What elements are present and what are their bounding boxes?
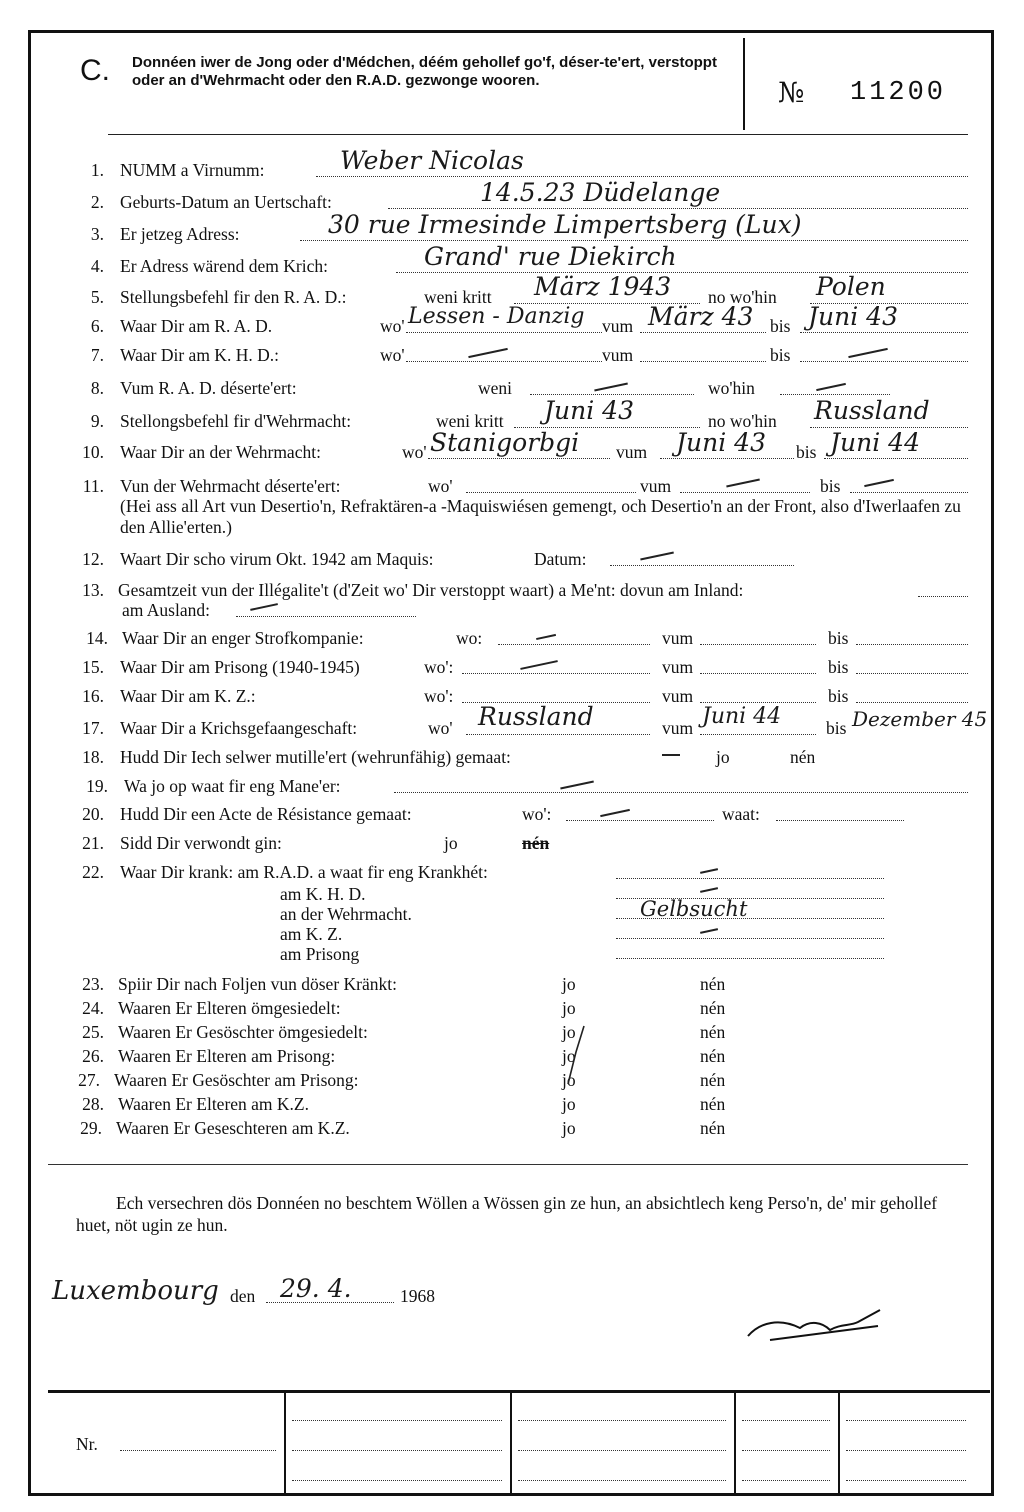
fill-line: [780, 394, 890, 395]
fill-line: [388, 208, 968, 209]
header-divider: [743, 38, 745, 130]
fill-line: [616, 878, 884, 879]
row-number: 29.: [80, 1118, 102, 1138]
row-label: vum: [640, 476, 672, 496]
row-label: Waaren Er Gesöschter ömgesiedelt:: [118, 1022, 368, 1042]
handwriting-place: Luxembourg: [52, 1276, 219, 1306]
row-label: bis: [796, 442, 817, 462]
row-option-no: nén: [790, 747, 816, 767]
row-label: am Ausland:: [122, 600, 210, 620]
fill-line: [776, 820, 904, 821]
row-option-no: nén: [700, 1070, 726, 1090]
fill-line: [856, 702, 968, 703]
row-label: Wa jo op waat fir eng Mane'er:: [124, 776, 341, 796]
row-option-no: nén: [700, 1118, 726, 1138]
row-option-no: nén: [700, 974, 726, 994]
header-rule: [108, 134, 968, 135]
row-label: Gesamtzeit vun der Illégalite't (d'Zeit wo' Dir verstoppt waart) a Me'nt: dovun am Inland:: [118, 580, 744, 600]
row-number: 22.: [82, 862, 104, 882]
handwriting-pow-place: Russland: [478, 702, 594, 731]
fill-line: [824, 458, 968, 459]
row-option-yes: jo: [562, 974, 576, 994]
fill-line: [660, 458, 794, 459]
row-sub-label: an der Wehrmacht.: [280, 904, 412, 924]
row-number: 17.: [82, 718, 104, 738]
fill-line: [518, 1450, 726, 1451]
row-label: wo': [402, 442, 427, 462]
row-sub-label: am Prisong: [280, 944, 360, 964]
row-label: Geburts-Datum an Uertschaft:: [120, 192, 332, 212]
fill-line: [428, 458, 610, 459]
fill-line: [292, 1450, 502, 1451]
row-number: 13.: [82, 580, 104, 600]
fill-line: [700, 644, 816, 645]
handwriting-wehrmacht-date: Juni 43: [544, 396, 634, 425]
row-option-yes: jo: [562, 1094, 576, 1114]
fill-line: [610, 565, 794, 566]
fill-line: [236, 616, 416, 617]
handwriting-rad-from: März 43: [648, 302, 754, 331]
row-label: Waar Dir am R. A. D.: [120, 316, 273, 336]
row-label: wo': [428, 718, 453, 738]
den-label: den: [230, 1286, 256, 1306]
fill-line: [846, 1420, 966, 1421]
row-number: 20.: [82, 804, 104, 824]
row-label: wo':: [522, 804, 552, 824]
handwriting-illness: Gelbsucht: [640, 897, 748, 921]
handwriting-unit-to: Juni 44: [830, 428, 920, 457]
row-label: Datum:: [534, 549, 587, 569]
row-option-no: nén: [522, 833, 550, 853]
row-label: Hudd Dir een Acte de Résistance gemaat:: [120, 804, 412, 824]
fill-line: [292, 1480, 502, 1481]
row-option-no: nén: [700, 1022, 726, 1042]
number-label: №: [778, 76, 805, 109]
row-number: 10.: [82, 442, 104, 462]
row-label: bis: [828, 628, 849, 648]
row-label: Hudd Dir Iech selwer mutille'ert (wehrunfähig) gemaat:: [120, 747, 511, 767]
row-sub-label: am K. H. D.: [280, 884, 366, 904]
row-label: Waaren Er Elteren ömgesiedelt:: [118, 998, 341, 1018]
row-option-yes: jo: [562, 1022, 576, 1042]
row-label: Waar Dir krank: am R.A.D. a waat fir eng Krankhét:: [120, 862, 488, 882]
fill-line: [856, 644, 968, 645]
row-label: vum: [662, 628, 694, 648]
handwriting-address: 30 rue Irmesinde Limpertsberg (Lux): [328, 210, 802, 239]
fill-line: [616, 958, 884, 959]
row-label: Sidd Dir verwondt gin:: [120, 833, 282, 853]
row-number: 6.: [90, 316, 104, 336]
fill-line: [316, 176, 968, 177]
row-label: bis: [770, 345, 791, 365]
fill-line: [640, 361, 766, 362]
row-option-yes: jo: [562, 998, 576, 1018]
footer-col-divider: [284, 1392, 286, 1494]
row-number: 4.: [90, 256, 104, 276]
footer-col-divider: [734, 1392, 736, 1494]
row-label: wo': [428, 476, 453, 496]
row-label: vum: [662, 718, 694, 738]
handwriting-birth: 14.5.23 Düdelange: [480, 178, 721, 207]
handwriting-unit-place: Stanigorbgi: [430, 428, 580, 457]
fill-line: [462, 673, 650, 674]
row-option-yes: jo: [444, 833, 458, 853]
fill-line: [700, 673, 816, 674]
declaration-rule: [48, 1164, 968, 1165]
handwriting-rad-date: März 1943: [534, 272, 672, 301]
handwriting-name: Weber Nicolas: [340, 146, 524, 175]
row-label: bis: [828, 657, 849, 677]
row-label: Stellungsbefehl fir den R. A. D.:: [120, 287, 347, 307]
fill-line: [466, 492, 636, 493]
fill-line: [742, 1450, 830, 1451]
row-option-no: nén: [700, 1046, 726, 1066]
handwriting-rad-to: Juni 43: [808, 302, 898, 331]
row-label: Waar Dir an der Wehrmacht:: [120, 442, 321, 462]
fill-line: [498, 644, 650, 645]
row-option-yes: jo: [562, 1070, 576, 1090]
row-note: (Hei ass all Art vun Desertio'n, Refraktären-a -Maquiswiésen gemengt, och Desertio'n an der Front, also d'Iwerlaafen zu den Allie'erten.): [120, 496, 961, 537]
row-label: Waart Dir scho virum Okt. 1942 am Maquis:: [120, 549, 434, 569]
fill-line: [530, 394, 694, 395]
row-number: 5.: [90, 287, 104, 307]
section-letter: C.: [80, 54, 110, 87]
handwriting-rad-place: Polen: [816, 272, 886, 301]
row-number: 23.: [82, 974, 104, 994]
fill-line: [466, 734, 650, 735]
row-label: Waaren Er Elteren am Prisong:: [118, 1046, 336, 1066]
row-number: 28.: [82, 1094, 104, 1114]
handwriting-rad-place: Lessen - Danzig: [408, 304, 585, 329]
row-label: bis: [820, 476, 841, 496]
row-number: 25.: [82, 1022, 104, 1042]
row-label: wo'hin: [708, 378, 755, 398]
row-label: bis: [770, 316, 791, 336]
row-option-no: nén: [700, 1094, 726, 1114]
row-label: wo':: [424, 686, 454, 706]
header-title: Donnéen iwer de Jong oder d'Médchen, déém gehollef go'f, déser-te'ert, verstoppt oder an d'Wehrmacht oder den R.A.D. gezwonge wooren.: [132, 54, 717, 89]
fill-line: [394, 792, 968, 793]
row-label: wo': [380, 316, 405, 336]
declaration-text: Ech versechren dös Donnéen no beschtem Wöllen a Wössen gin ze hun, an absichtlech keng Perso'n, de' mir gehollef huet, nöt ugin ze hun.: [76, 1193, 938, 1235]
fill-line: [300, 240, 968, 241]
row-label: no wo'hin: [708, 287, 777, 307]
row-label: weni kritt: [424, 287, 492, 307]
row-label: Spiir Dir nach Foljen vun döser Kränkt:: [118, 974, 397, 994]
dash-mark: [662, 754, 680, 756]
row-number: 14.: [86, 628, 108, 648]
fill-line: [700, 734, 816, 735]
row-label: vum: [662, 686, 694, 706]
row-number: 19.: [86, 776, 108, 796]
fill-line: [518, 1480, 726, 1481]
fill-line: [680, 492, 810, 493]
signature: [740, 1300, 890, 1350]
row-number: 1.: [90, 160, 104, 180]
row-label: weni kritt: [436, 411, 504, 431]
footer-table-top: [48, 1390, 990, 1393]
row-label: wo': [380, 345, 405, 365]
fill-line: [846, 1450, 966, 1451]
row-number: 26.: [82, 1046, 104, 1066]
handwriting-wehrmacht-place: Russland: [814, 396, 930, 425]
form-number: 11200: [850, 78, 947, 108]
handwriting-war-address: Grand' rue Diekirch: [424, 242, 677, 271]
row-label: vum: [602, 345, 634, 365]
handwriting-date: 29. 4.: [280, 1274, 352, 1303]
row-number: 18.: [82, 747, 104, 767]
row-label: Waar Dir am Prisong (1940-1945): [120, 657, 360, 677]
row-label: Waaren Er Elteren am K.Z.: [118, 1094, 309, 1114]
row-label: vum: [662, 657, 694, 677]
row-number: 11.: [82, 476, 104, 496]
footer-nr-label: Nr.: [76, 1434, 98, 1454]
row-label: Waar Dir a Krichsgefaangeschaft:: [120, 718, 358, 738]
row-label: Er jetzeg Adress:: [120, 224, 240, 244]
fill-line: [856, 673, 968, 674]
row-number: 12.: [82, 549, 104, 569]
row-number: 21.: [82, 833, 104, 853]
check-stroke: [556, 1022, 596, 1092]
row-option-no: nén: [700, 998, 726, 1018]
row-label: Stellongsbefehl fir d'Wehrmacht:: [120, 411, 352, 431]
fill-line: [616, 938, 884, 939]
fill-line: [406, 361, 602, 362]
fill-line: [406, 332, 602, 333]
row-label: Waaren Er Geseschteren am K.Z.: [116, 1118, 350, 1138]
fill-line: [850, 492, 968, 493]
row-option-yes: jo: [562, 1118, 576, 1138]
row-number: 3.: [90, 224, 104, 244]
row-number: 7.: [90, 345, 104, 365]
row-label: Waar Dir am K. H. D.:: [120, 345, 279, 365]
row-sub-label: am K. Z.: [280, 924, 343, 944]
row-label: vum: [602, 316, 634, 336]
fill-line: [292, 1420, 502, 1421]
row-label: Vun der Wehrmacht déserte'ert:: [120, 476, 341, 496]
row-number: 8.: [90, 378, 104, 398]
row-label: Waaren Er Gesöschter am Prisong:: [114, 1070, 359, 1090]
row-label: bis: [826, 718, 847, 738]
fill-line: [640, 332, 766, 333]
row-option-yes: jo: [562, 1046, 576, 1066]
row-label: Waar Dir an enger Strofkompanie:: [122, 628, 364, 648]
handwriting-pow-from: Juni 44: [702, 704, 782, 729]
footer-col-divider: [510, 1392, 512, 1494]
footer-col-divider: [838, 1392, 840, 1494]
row-number: 2.: [90, 192, 104, 212]
row-label: no wo'hin: [708, 411, 777, 431]
row-number: 24.: [82, 998, 104, 1018]
fill-line: [742, 1480, 830, 1481]
handwriting-unit-from: Juni 43: [676, 428, 766, 457]
row-number: 15.: [82, 657, 104, 677]
row-label: Vum R. A. D. déserte'ert:: [120, 378, 297, 398]
row-label: waat:: [722, 804, 760, 824]
row-option-yes: jo: [716, 747, 730, 767]
fill-line: [566, 820, 714, 821]
fill-line: [120, 1450, 276, 1451]
row-number: 27.: [78, 1070, 100, 1090]
row-label: wo:: [456, 628, 483, 648]
fill-line: [518, 1420, 726, 1421]
fill-line: [742, 1420, 830, 1421]
handwriting-pow-to: Dezember 45: [852, 707, 988, 731]
row-label: Waar Dir am K. Z.:: [120, 686, 256, 706]
year-label: 1968: [400, 1286, 435, 1306]
fill-line: [846, 1480, 966, 1481]
row-number: 16.: [82, 686, 104, 706]
row-number: 9.: [90, 411, 104, 431]
fill-line: [800, 332, 968, 333]
row-label: vum: [616, 442, 648, 462]
row-label: Er Adress wärend dem Krich:: [120, 256, 328, 276]
row-label: bis: [828, 686, 849, 706]
fill-line: [918, 596, 968, 597]
row-label: NUMM a Virnumm:: [120, 160, 265, 180]
fill-line: [800, 361, 968, 362]
row-label: wo':: [424, 657, 454, 677]
row-label: weni: [478, 378, 513, 398]
fill-line: [700, 702, 816, 703]
